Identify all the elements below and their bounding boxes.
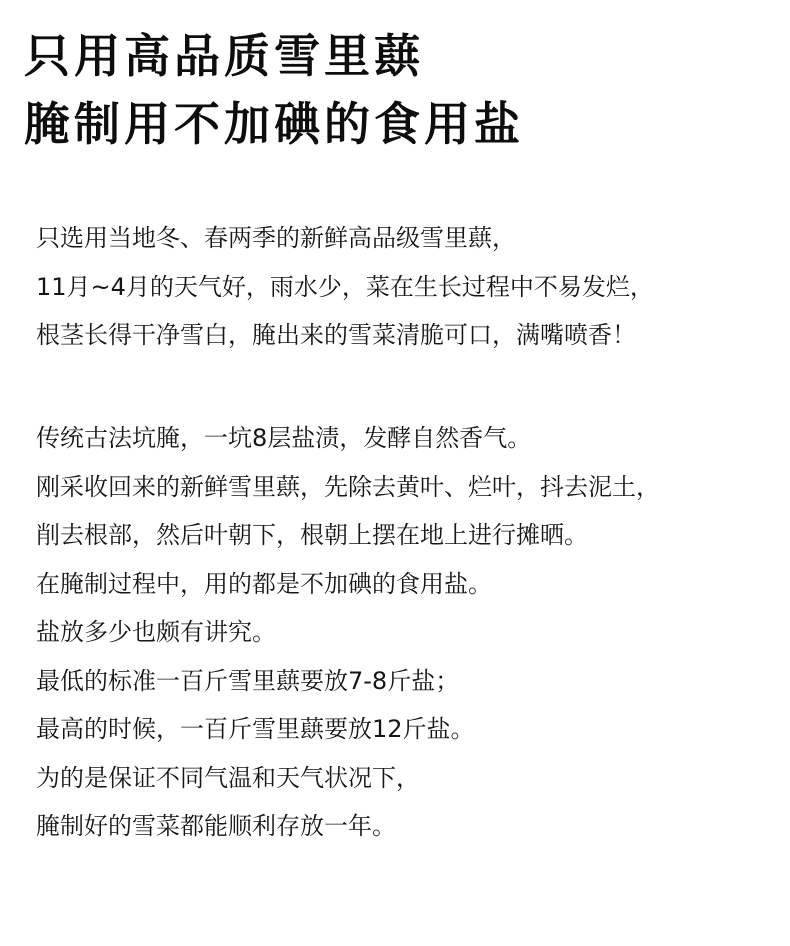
paragraph-origin <box>36 214 654 360</box>
text-line: 腌制好的雪菜都能顺利存放一年。 <box>36 812 396 840</box>
text-line: 根茎长得干净雪白，腌出来的雪菜清脆可口，满嘴喷香！ <box>36 321 636 349</box>
text-line: 11月~4月的天气好，雨水少，菜在生长过程中不易发烂， <box>36 272 654 301</box>
text-line: 传统古法坑腌，一坑8层盐渍，发酵自然香气。 <box>36 424 532 452</box>
headline-line-1: 只用高品质雪里蕻 <box>24 29 424 83</box>
text-line: 盐放多少也颇有讲究。 <box>36 618 276 646</box>
text-line: 最低的标准一百斤雪里蕻要放7-8斤盐； <box>36 666 460 695</box>
headline-line-2: 腌制用不加碘的食用盐 <box>24 97 524 151</box>
paragraph-process <box>36 414 660 851</box>
headline <box>24 22 524 158</box>
text-line: 为的是保证不同气温和天气状况下， <box>36 763 420 792</box>
text-line: 刚采收回来的新鲜雪里蕻，先除去黄叶、烂叶，抖去泥土， <box>36 472 660 501</box>
text-line: 最高的时候，一百斤雪里蕻要放12斤盐。 <box>36 715 475 743</box>
text-line: 只选用当地冬、春两季的新鲜高品级雪里蕻， <box>36 224 516 252</box>
text-line: 削去根部，然后叶朝下，根朝上摆在地上进行摊晒。 <box>36 521 588 549</box>
text-line: 在腌制过程中，用的都是不加碘的食用盐。 <box>36 569 492 598</box>
